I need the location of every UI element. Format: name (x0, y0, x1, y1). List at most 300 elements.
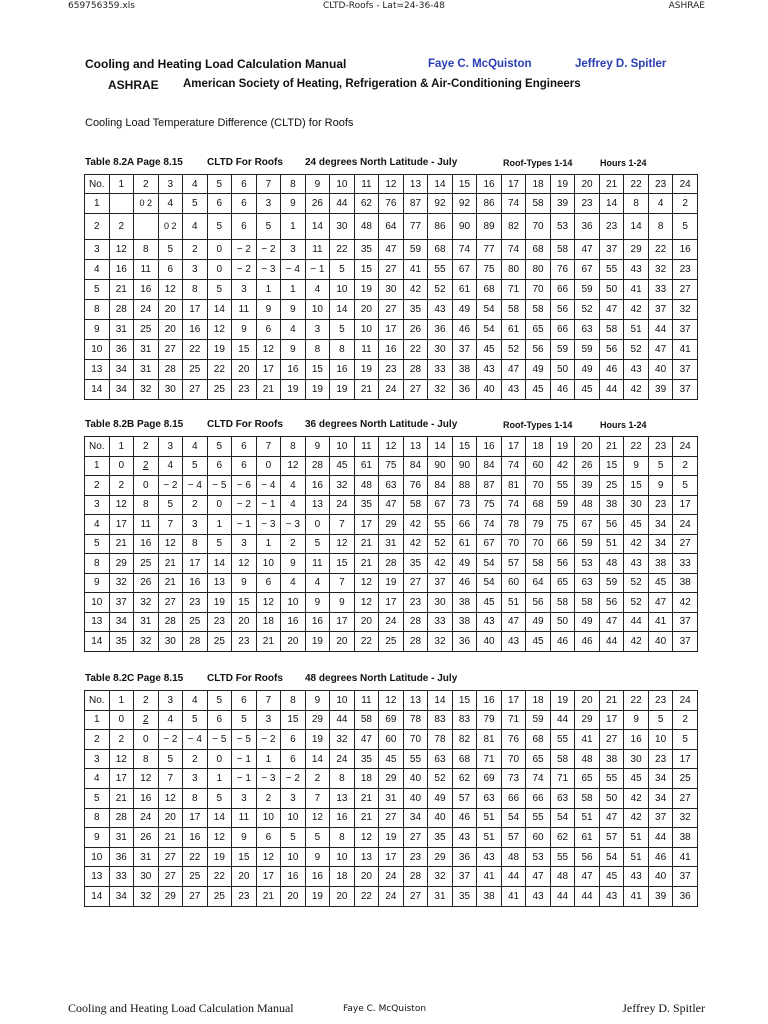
row-label-roof-type: 10 (85, 340, 110, 360)
row-label-roof-type: 14 (85, 632, 110, 652)
table-cell: 84 (477, 456, 502, 476)
table-cell: 59 (575, 340, 600, 360)
table-cell: 63 (428, 749, 453, 769)
table-cell: 1 (256, 749, 281, 769)
cltd-table-24n (84, 174, 698, 400)
table-cell: 2 (673, 456, 698, 476)
table-cell: 61 (575, 828, 600, 848)
table-cell: 70 (501, 749, 526, 769)
table-cell: 70 (526, 280, 551, 300)
table-cell: 56 (526, 593, 551, 613)
table-row (85, 380, 698, 400)
table-cell: 27 (158, 847, 183, 867)
table-cell: 30 (428, 340, 453, 360)
table-cell: 16 (281, 867, 306, 887)
table-cell: 47 (648, 593, 673, 613)
table-cell: − 4 (256, 476, 281, 496)
row-label-roof-type: 14 (85, 380, 110, 400)
column-header-hour: 7 (256, 437, 281, 457)
table-cell: 0 (134, 730, 159, 750)
row-label-roof-type: 2 (85, 476, 110, 496)
table-cell: 42 (403, 515, 428, 535)
table-cell: − 4 (183, 730, 208, 750)
table-cell: 37 (673, 867, 698, 887)
table-cell: 9 (232, 573, 257, 593)
table-cell: 33 (673, 554, 698, 574)
column-header-hour: 3 (158, 437, 183, 457)
table-cell: 19 (379, 828, 404, 848)
table-cell: 55 (599, 769, 624, 789)
table-cell: 40 (477, 380, 502, 400)
table-cell: 4 (281, 573, 306, 593)
table-cell: 67 (575, 260, 600, 280)
table-cell: 52 (575, 300, 600, 320)
table-cell: 37 (673, 632, 698, 652)
column-header-hour: 17 (501, 175, 526, 194)
table-cell: 83 (452, 710, 477, 730)
table-cell: 32 (673, 300, 698, 320)
column-header-hour: 6 (232, 691, 257, 711)
table-cell: 38 (477, 886, 502, 906)
table-cell: 16 (183, 828, 208, 848)
column-header-hour: 8 (281, 437, 306, 457)
table-cell: − 5 (207, 476, 232, 496)
table-cell: 42 (624, 534, 649, 554)
table-cell: 29 (158, 886, 183, 906)
table-row (85, 194, 698, 214)
column-header-hour: 2 (134, 175, 159, 194)
footer-author-mcquiston: Faye C. McQuiston (343, 1004, 427, 1014)
column-header-hour: 14 (428, 175, 453, 194)
table-cell: 76 (501, 730, 526, 750)
table-cell: 51 (599, 534, 624, 554)
table-cell: 0 (134, 476, 159, 496)
table-cell: 23 (648, 749, 673, 769)
table-cell: 40 (428, 808, 453, 828)
table-cell: 42 (428, 554, 453, 574)
table-cell: 21 (256, 886, 281, 906)
table-cell: 36 (452, 632, 477, 652)
table-cell: 51 (624, 847, 649, 867)
table-cell: 34 (648, 515, 673, 535)
table-cell: 77 (403, 214, 428, 240)
table-cell: 3 (232, 788, 257, 808)
column-header-hour: 14 (428, 437, 453, 457)
table-cell: 28 (403, 632, 428, 652)
table-row (85, 300, 698, 320)
table-cell: 78 (501, 515, 526, 535)
table-cell: 44 (330, 194, 355, 214)
table-cell: 31 (428, 886, 453, 906)
table-row (85, 476, 698, 496)
table-row (85, 214, 698, 240)
table-cell: 37 (109, 593, 134, 613)
table-cell: 17 (379, 320, 404, 340)
table-cell: 20 (354, 612, 379, 632)
column-header-hour: 14 (428, 691, 453, 711)
table-cell: 16 (183, 320, 208, 340)
table-cell: 23 (232, 632, 257, 652)
table-cell: 0 (207, 749, 232, 769)
table-cell: 40 (403, 769, 428, 789)
table-cell: 22 (207, 360, 232, 380)
table-cell: 11 (134, 515, 159, 535)
column-header-no: No. (85, 175, 110, 194)
cltd-table-48n (84, 690, 698, 907)
table-cell: 48 (354, 214, 379, 240)
table-cell: 16 (305, 867, 330, 887)
table-cell: 53 (575, 554, 600, 574)
table-cell: 20 (158, 808, 183, 828)
table-cell: 1 (256, 534, 281, 554)
table-cell: 38 (648, 554, 673, 574)
table-cell: 12 (109, 749, 134, 769)
table-cell: 52 (624, 573, 649, 593)
table-cell: 32 (134, 632, 159, 652)
table-cell: 17 (673, 495, 698, 515)
org-full-name: American Society of Heating, Refrigeration & Air-Conditioning Engineers (183, 78, 581, 90)
table-cell: 10 (256, 808, 281, 828)
table-cell: 58 (526, 300, 551, 320)
table-cell: 66 (452, 515, 477, 535)
table-cell: 29 (575, 710, 600, 730)
table-cell: 15 (232, 593, 257, 613)
table-cell: 12 (281, 456, 306, 476)
table-cell: 9 (305, 593, 330, 613)
table-cell: 40 (648, 867, 673, 887)
table-cell: 43 (624, 360, 649, 380)
table-cell: 68 (526, 730, 551, 750)
table-cell: 87 (477, 476, 502, 496)
table-cell: 43 (452, 828, 477, 848)
table-cell: 48 (550, 867, 575, 887)
table-cell: 67 (575, 515, 600, 535)
table-cell: 14 (207, 808, 232, 828)
row-label-roof-type: 4 (85, 260, 110, 280)
table-cell: 27 (673, 788, 698, 808)
table-cell: 80 (526, 260, 551, 280)
column-header-hour: 11 (354, 175, 379, 194)
column-header-hour: 19 (550, 175, 575, 194)
table-cell: 3 (232, 280, 257, 300)
table-cell: 31 (134, 612, 159, 632)
table-cell: 44 (648, 320, 673, 340)
table-cell: 29 (109, 554, 134, 574)
table-cell: 82 (452, 730, 477, 750)
table-cell: 37 (673, 360, 698, 380)
table-cell: 5 (648, 456, 673, 476)
table-cell: 4 (183, 214, 208, 240)
table-cell: 28 (109, 300, 134, 320)
row-label-roof-type: 8 (85, 554, 110, 574)
table-cell: 64 (526, 573, 551, 593)
column-header-hour: 20 (575, 691, 600, 711)
table-cell: 55 (550, 730, 575, 750)
table-cell: 25 (207, 886, 232, 906)
table-cell: − 2 (256, 240, 281, 260)
column-header-hour: 18 (526, 691, 551, 711)
table-cell: 43 (428, 300, 453, 320)
table-cell: 74 (501, 495, 526, 515)
table-cell: 28 (305, 456, 330, 476)
column-header-hour: 15 (452, 691, 477, 711)
table-cell: 47 (648, 340, 673, 360)
table-cell: 78 (403, 710, 428, 730)
table-cell: 66 (501, 788, 526, 808)
table-cell: 15 (354, 260, 379, 280)
table-cell: 21 (109, 788, 134, 808)
column-header-hour: 13 (403, 437, 428, 457)
row-label-roof-type: 2 (85, 730, 110, 750)
table-cell: 59 (403, 240, 428, 260)
table-row (85, 554, 698, 574)
table-cell: 17 (330, 612, 355, 632)
table-cell: 24 (379, 612, 404, 632)
table-cell: 54 (477, 554, 502, 574)
table-cell: 30 (330, 214, 355, 240)
table-cell: 23 (673, 260, 698, 280)
column-header-hour: 22 (624, 175, 649, 194)
table-cell: 7 (330, 515, 355, 535)
column-header-hour: 16 (477, 175, 502, 194)
table-cell: 5 (183, 456, 208, 476)
table-cell: 32 (673, 808, 698, 828)
column-header-hour: 12 (379, 691, 404, 711)
row-label-roof-type: 10 (85, 847, 110, 867)
table-cell: 58 (575, 788, 600, 808)
table-cell: 48 (575, 749, 600, 769)
table-cell: 70 (526, 476, 551, 496)
table-row (85, 788, 698, 808)
table-cell: 46 (550, 380, 575, 400)
table-cell: 0 (256, 456, 281, 476)
table-cell: 29 (379, 769, 404, 789)
table-cell: 12 (232, 554, 257, 574)
table-cell: 32 (648, 260, 673, 280)
table-cell: 21 (158, 554, 183, 574)
table-cell: 4 (281, 320, 306, 340)
table-cell: 61 (452, 534, 477, 554)
table-cell: 2 (183, 749, 208, 769)
table-cell: 78 (428, 730, 453, 750)
table-cell: 31 (109, 320, 134, 340)
table-cell: 8 (330, 828, 355, 848)
table-cell: 34 (403, 808, 428, 828)
header-org: ASHRAE (668, 1, 705, 11)
manual-title: Cooling and Heating Load Calculation Manual (85, 57, 347, 71)
row-label-roof-type: 13 (85, 612, 110, 632)
row-label-roof-type: 1 (85, 710, 110, 730)
table-cell: 3 (256, 194, 281, 214)
table-cell: 41 (575, 730, 600, 750)
table-cell: 42 (624, 300, 649, 320)
table-cell: 8 (648, 214, 673, 240)
table-cell: 19 (354, 280, 379, 300)
column-header-hour: 4 (183, 175, 208, 194)
table-cell: 15 (281, 710, 306, 730)
table-cell: 51 (501, 593, 526, 613)
table-cell: 16 (379, 340, 404, 360)
table-cell: 35 (403, 300, 428, 320)
column-header-hour: 9 (305, 691, 330, 711)
header-filename: 659756359.xls (68, 1, 135, 11)
table-cell: 23 (232, 380, 257, 400)
table-cell: 2 (183, 240, 208, 260)
table-cell: 48 (354, 476, 379, 496)
table-row (85, 828, 698, 848)
table-cell: 42 (624, 808, 649, 828)
table-cell: 20 (281, 886, 306, 906)
table-cell: 51 (575, 808, 600, 828)
table-cell: 35 (354, 240, 379, 260)
table-cell: 6 (207, 710, 232, 730)
table-cell: 9 (281, 300, 306, 320)
table-cell: 47 (599, 612, 624, 632)
table-cell: 59 (550, 340, 575, 360)
table-cell: 37 (599, 240, 624, 260)
table-cell: 16 (330, 808, 355, 828)
table-cell: 44 (550, 886, 575, 906)
table-cell: 24 (379, 380, 404, 400)
column-header-no: No. (85, 691, 110, 711)
table-cell: 75 (550, 515, 575, 535)
table-cell: 33 (428, 360, 453, 380)
table-cell: 34 (648, 534, 673, 554)
table-cell: 84 (403, 456, 428, 476)
table-cell: − 5 (207, 730, 232, 750)
table-cell: 4 (158, 194, 183, 214)
table-row (85, 769, 698, 789)
table-cell: 59 (599, 573, 624, 593)
table-row (85, 573, 698, 593)
table-cell: 38 (452, 360, 477, 380)
table-cell: 6 (256, 573, 281, 593)
table-cell: 24 (673, 515, 698, 535)
table-b-roof-types: Roof-Types 1-14 (503, 420, 573, 430)
table-cell: 12 (207, 828, 232, 848)
column-header-hour: 1 (109, 691, 134, 711)
table-cell: 45 (526, 380, 551, 400)
row-label-roof-type: 13 (85, 360, 110, 380)
table-cell: 17 (599, 710, 624, 730)
table-cell: 30 (379, 280, 404, 300)
table-cell: 8 (183, 280, 208, 300)
table-cell: 16 (624, 730, 649, 750)
column-header-hour: 6 (232, 175, 257, 194)
header-sheet-title: CLTD-Roofs - Lat=24-36-48 (323, 1, 445, 11)
table-a-roof-types: Roof-Types 1-14 (503, 158, 573, 168)
row-label-roof-type: 1 (85, 194, 110, 214)
table-cell: 88 (452, 476, 477, 496)
column-header-hour: 23 (648, 175, 673, 194)
table-cell: 59 (526, 710, 551, 730)
table-cell: 43 (624, 867, 649, 887)
table-cell: 23 (403, 593, 428, 613)
column-header-hour: 3 (158, 175, 183, 194)
table-cell: 55 (550, 476, 575, 496)
table-cell: 69 (477, 769, 502, 789)
table-cell: 28 (403, 612, 428, 632)
table-cell: 36 (109, 847, 134, 867)
table-cell: − 1 (232, 769, 257, 789)
table-cell: 68 (526, 240, 551, 260)
table-cell: 45 (575, 380, 600, 400)
table-cell: 17 (354, 515, 379, 535)
table-cell: 12 (134, 769, 159, 789)
table-cell: 28 (403, 360, 428, 380)
table-cell: 42 (624, 380, 649, 400)
column-header-hour: 17 (501, 691, 526, 711)
table-cell: 10 (648, 730, 673, 750)
table-cell: 32 (428, 380, 453, 400)
table-cell: 7 (305, 788, 330, 808)
table-row (85, 515, 698, 535)
table-cell: 58 (550, 593, 575, 613)
table-cell: 9 (624, 710, 649, 730)
table-cell: 28 (158, 360, 183, 380)
table-cell: 21 (354, 534, 379, 554)
table-cell: 71 (501, 710, 526, 730)
table-cell: 86 (477, 194, 502, 214)
table-cell: 31 (379, 788, 404, 808)
table-cell: 68 (526, 495, 551, 515)
table-cell: 32 (109, 573, 134, 593)
table-cell: 74 (501, 456, 526, 476)
table-cell: 31 (379, 534, 404, 554)
table-cell: 23 (648, 495, 673, 515)
table-cell (109, 194, 134, 214)
row-label-roof-type: 8 (85, 808, 110, 828)
table-cell: 76 (379, 194, 404, 214)
table-cell: 6 (232, 456, 257, 476)
table-cell: 6 (232, 194, 257, 214)
column-header-no: No. (85, 437, 110, 457)
table-cell: 39 (575, 476, 600, 496)
table-cell: 54 (599, 847, 624, 867)
table-cell: 16 (134, 534, 159, 554)
table-cell: 39 (648, 380, 673, 400)
table-cell: 5 (158, 749, 183, 769)
table-cell: 43 (526, 886, 551, 906)
table-cell: 3 (183, 769, 208, 789)
table-cell: 24 (379, 867, 404, 887)
table-cell: 25 (207, 632, 232, 652)
table-cell: − 2 (256, 730, 281, 750)
table-cell: 3 (256, 710, 281, 730)
table-cell: 15 (232, 340, 257, 360)
table-cell: 2 (183, 495, 208, 515)
table-cell: 62 (452, 769, 477, 789)
column-header-hour: 17 (501, 437, 526, 457)
table-cell: 12 (158, 788, 183, 808)
table-cell: 61 (452, 280, 477, 300)
table-cell: 35 (109, 632, 134, 652)
table-cell: 90 (452, 214, 477, 240)
table-cell: 42 (673, 593, 698, 613)
table-cell: 73 (501, 769, 526, 789)
table-cell: 16 (134, 788, 159, 808)
table-cell: 38 (452, 593, 477, 613)
table-cell: 17 (109, 769, 134, 789)
table-cell: 15 (232, 847, 257, 867)
table-cell: 47 (501, 360, 526, 380)
table-cell: 46 (452, 808, 477, 828)
table-cell: 28 (109, 808, 134, 828)
table-cell: 47 (379, 240, 404, 260)
table-cell: 10 (330, 280, 355, 300)
column-header-hour: 1 (109, 437, 134, 457)
table-cell: 23 (379, 360, 404, 380)
